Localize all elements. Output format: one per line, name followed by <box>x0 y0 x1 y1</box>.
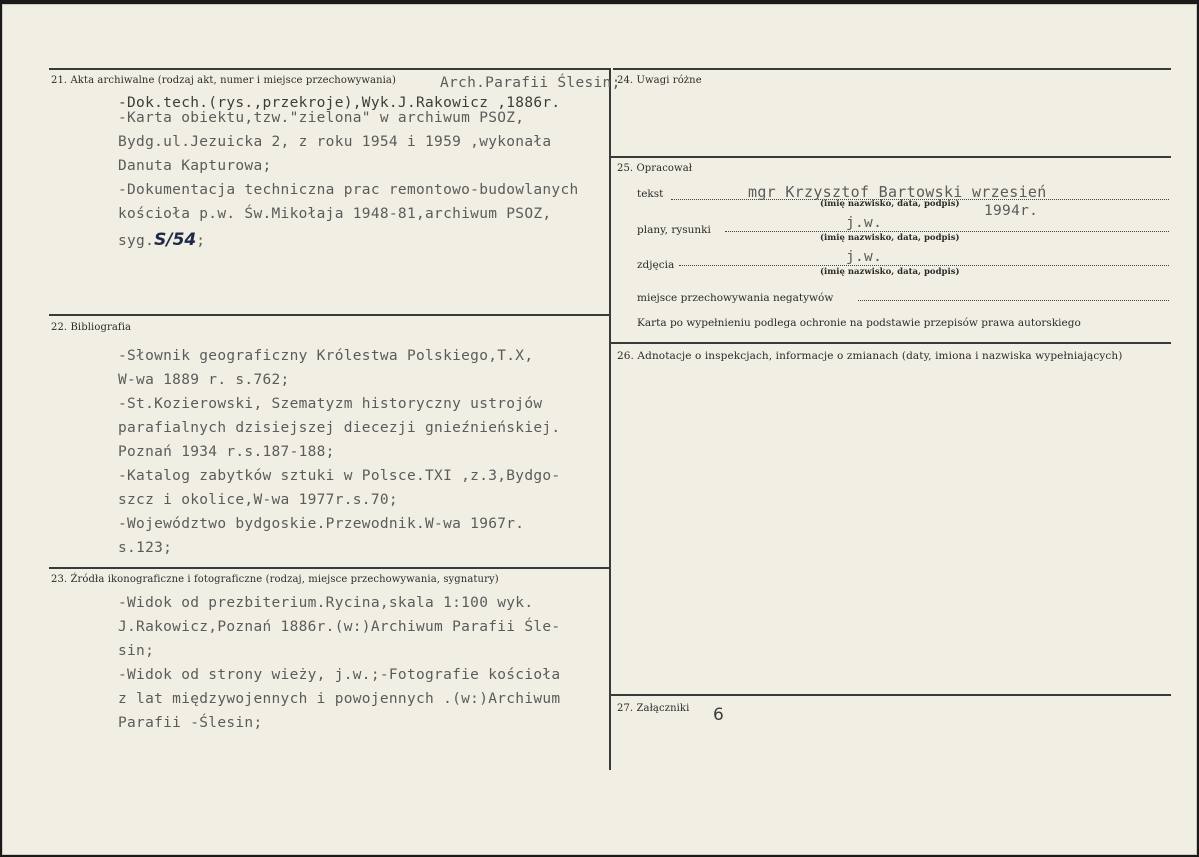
section-22-line: szcz i okolice,W-wa 1977r.s.70; <box>118 492 398 508</box>
section-22-line: -Słownik geograficzny Królestwa Polskiego,T.X, <box>118 348 534 364</box>
top-rule-right <box>613 68 1171 70</box>
section-25-label: 25. Opracował <box>617 163 693 174</box>
negatywy-dotted-line <box>858 300 1169 301</box>
section-21-line: -Karta obiektu,tzw."zielona" w archiwum PSOZ, <box>118 110 525 126</box>
copyright-note: Karta po wypełnieniu podlega ochronie na podstawie przepisów prawa autorskiego <box>637 317 1081 329</box>
center-divider <box>609 68 611 770</box>
section-21-head: Arch.Parafii Ślesin; <box>440 75 621 91</box>
section-22-line: parafialnych dzisiejszej diecezji gnieźnieńskiej. <box>118 420 561 436</box>
signature-suffix: ; <box>196 233 206 249</box>
zdjecia-label: zdjęcia <box>637 259 675 271</box>
tekst-value: mgr Krzysztof Bartowski wrzesień <box>748 183 1047 201</box>
section-22-line: -St.Kozierowski, Szematyzm historyczny ustrojów <box>118 396 543 412</box>
zdjecia-dotted-line <box>679 265 1169 266</box>
rule-26 <box>611 342 1171 344</box>
plany-dotted-line <box>725 231 1169 232</box>
section-23-line: z lat międzywojennych i powojennych .(w:)Archiwum <box>118 691 561 707</box>
section-27-label: 27. Załączniki <box>617 703 690 714</box>
tekst-caption: (imię nazwisko, data, podpis) <box>820 199 960 209</box>
section-23-line: -Widok od prezbiterium.Rycina,skala 1:100 wyk. <box>118 595 534 611</box>
top-rule-left <box>49 68 609 70</box>
section-22-line: -Województwo bydgoskie.Przewodnik.W-wa 1967r. <box>118 516 525 532</box>
section-21-line: Danuta Kapturowa; <box>118 158 272 174</box>
plany-caption: (imię nazwisko, data, podpis) <box>820 233 960 243</box>
section-22-line: Poznań 1934 r.s.187-188; <box>118 444 335 460</box>
plany-value: j.w. <box>846 215 883 231</box>
signature-handwritten: S/54 <box>154 230 197 250</box>
plany-label: plany, rysunki <box>637 224 711 236</box>
section-21-line: kościoła p.w. Św.Mikołaja 1948-81,archiwum PSOZ, <box>118 206 552 222</box>
tekst-year: 1994r. <box>984 203 1039 219</box>
section-26-label: 26. Adnotacje o inspekcjach, informacje o zmianach (daty, imiona i nazwiska wypełniających) <box>617 350 1123 362</box>
rule-25 <box>611 156 1171 158</box>
signature-prefix: syg. <box>118 233 155 249</box>
section-21-signature <box>118 230 205 250</box>
section-24-label: 24. Uwagi różne <box>617 75 702 86</box>
section-27-value: 6 <box>713 705 725 725</box>
section-23-line: J.Rakowicz,Poznań 1886r.(w:)Archiwum Parafii Śle- <box>118 619 561 635</box>
section-22-line: s.123; <box>118 540 173 556</box>
section-22-line: -Katalog zabytków sztuki w Polsce.TXI ,z.3,Bydgo- <box>118 468 561 484</box>
section-23-line: Parafii -Ślesin; <box>118 715 263 731</box>
rule-27 <box>611 694 1171 696</box>
section-22-line: W-wa 1889 r. s.762; <box>118 372 290 388</box>
record-card <box>2 4 1197 855</box>
section-21-label: 21. Akta archiwalne (rodzaj akt, numer i miejsce przechowywania) <box>51 75 396 86</box>
negatywy-label: miejsce przechowywania negatywów <box>637 292 834 304</box>
section-23-line: -Widok od strony wieży, j.w.;-Fotografie kościoła <box>118 667 561 683</box>
zdjecia-caption: (imię nazwisko, data, podpis) <box>820 267 960 277</box>
section-21-line: -Dok.tech.(rys.,przekroje),Wyk.J.Rakowicz ,1886r. <box>118 95 561 111</box>
section-21-line: -Dokumentacja techniczna prac remontowo-budowlanych <box>118 182 579 198</box>
section-21-line: Bydg.ul.Jezuicka 2, z roku 1954 i 1959 ,wykonała <box>118 134 552 150</box>
section-22-label: 22. Bibliografia <box>51 322 132 333</box>
rule-23 <box>49 567 609 569</box>
tekst-label: tekst <box>637 188 664 200</box>
rule-22 <box>49 314 609 316</box>
section-23-label: 23. Źródła ikonograficzne i fotograficzne (rodzaj, miejsce przechowywania, sygnatury) <box>51 574 499 585</box>
section-23-line: sin; <box>118 643 155 659</box>
zdjecia-value: j.w. <box>846 249 883 265</box>
